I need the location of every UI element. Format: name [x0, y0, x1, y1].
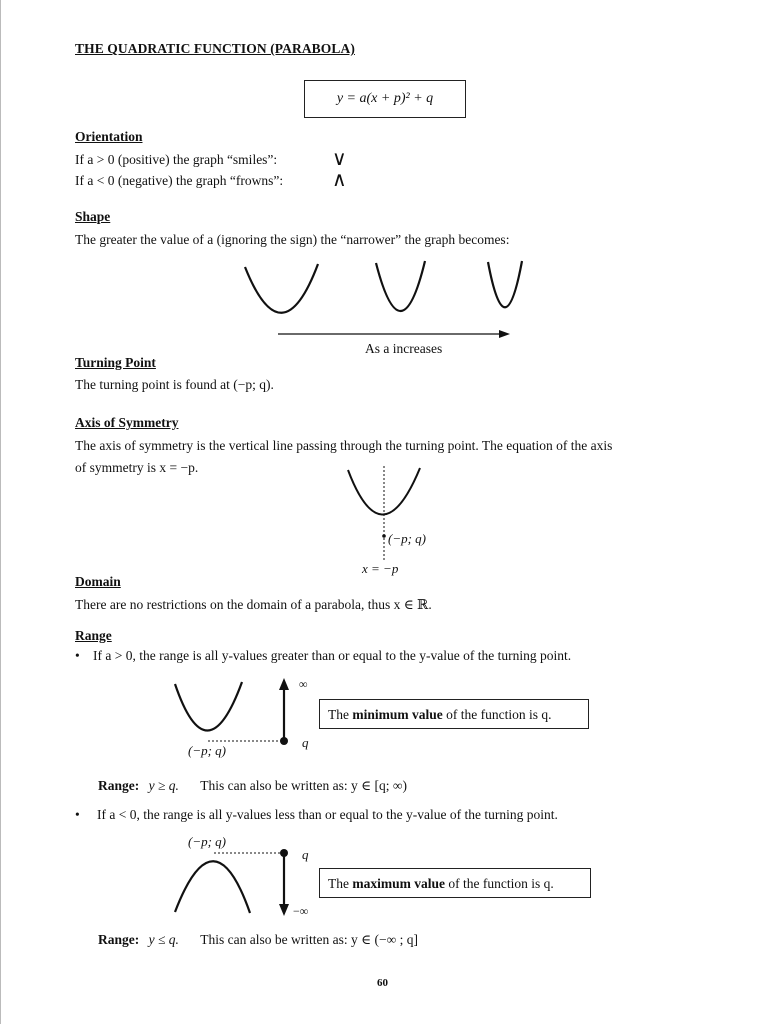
- bullet-dot: •: [75, 648, 80, 663]
- range-1-label: Range:: [98, 778, 140, 793]
- axis-line-1: The axis of symmetry is the vertical line passing through the turning point. The equation of the axis: [75, 438, 613, 453]
- bullet-dot: •: [75, 807, 80, 822]
- max-box-pre: The: [328, 876, 353, 891]
- range-2-expr: y ≤ q.: [148, 932, 179, 947]
- arrow-label: As a increases: [365, 341, 443, 356]
- min-box-post: of the function is q.: [442, 707, 552, 722]
- range-2-line: [98, 931, 418, 949]
- domain-text: There are no restrictions on the domain of a parabola, thus x ∈ ℝ.: [75, 597, 432, 612]
- min-range-arrowhead: [279, 678, 289, 690]
- page-title: THE QUADRATIC FUNCTION (PARABOLA): [75, 41, 355, 56]
- turning-point-text: The turning point is found at (−p; q).: [75, 377, 274, 392]
- range-1-alt: This can also be written as: y ∈ [q; ∞): [200, 778, 407, 793]
- range-bullet-2-text: If a < 0, the range is all y-values less than or equal to the y-value of the turning point.: [97, 807, 558, 822]
- range-bullet-2: [75, 806, 558, 824]
- max-infinity-label: −∞: [293, 904, 309, 918]
- range-1-expr: y ≥ q.: [148, 778, 179, 793]
- max-box-bold: maximum value: [352, 876, 445, 891]
- max-point-label: (−p; q): [188, 834, 227, 849]
- max-parabola: [175, 861, 250, 913]
- maximum-value-box: [319, 868, 591, 898]
- range-1-line: [98, 777, 407, 795]
- shape-heading: Shape: [75, 209, 111, 224]
- range-bullet-1-text: If a > 0, the range is all y-values greater than or equal to the y-value of the turning point.: [93, 648, 572, 663]
- minimum-value-box: [319, 699, 589, 729]
- axis-turning-point: [382, 534, 386, 538]
- range-bullet-1: [75, 647, 571, 665]
- min-point-label: (−p; q): [188, 743, 227, 758]
- medium-parabola: [376, 261, 425, 311]
- axis-point-label: (−p; q): [388, 531, 427, 546]
- min-q-label: q: [302, 735, 309, 750]
- domain-heading: Domain: [75, 574, 121, 589]
- frown-symbol: ∧: [332, 169, 347, 191]
- shape-text: The greater the value of a (ignoring the sign) the “narrower” the graph becomes:: [75, 232, 510, 247]
- turning-point-heading: Turning Point: [75, 355, 156, 370]
- orientation-heading: Orientation: [75, 129, 143, 144]
- max-q-label: q: [302, 847, 309, 862]
- min-box-pre: The: [328, 707, 353, 722]
- max-box-post: of the function is q.: [445, 876, 554, 891]
- range-2-alt: This can also be written as: y ∈ (−∞ ; q]: [200, 932, 418, 947]
- range-heading: Range: [75, 628, 112, 643]
- formula-text: y = a(x + p)² + q: [336, 91, 434, 106]
- range-2-label: Range:: [98, 932, 140, 947]
- max-range-arrowhead: [279, 904, 289, 916]
- axis-line-2: of symmetry is x = −p.: [75, 460, 199, 475]
- wide-parabola: [245, 264, 318, 313]
- min-box-bold: minimum value: [352, 707, 443, 722]
- min-infinity-label: ∞: [299, 677, 308, 691]
- axis-heading: Axis of Symmetry: [75, 415, 179, 430]
- axis-equation-label: x = −p: [362, 561, 399, 576]
- orientation-line-1: If a > 0 (positive) the graph “smiles”:: [75, 152, 278, 167]
- increase-arrow-head: [499, 330, 510, 338]
- min-parabola: [175, 682, 242, 731]
- page-number: 60: [377, 977, 388, 989]
- narrow-parabola: [488, 261, 522, 307]
- orientation-line-2: If a < 0 (negative) the graph “frowns”:: [75, 173, 284, 188]
- smile-symbol: ∨: [332, 148, 347, 170]
